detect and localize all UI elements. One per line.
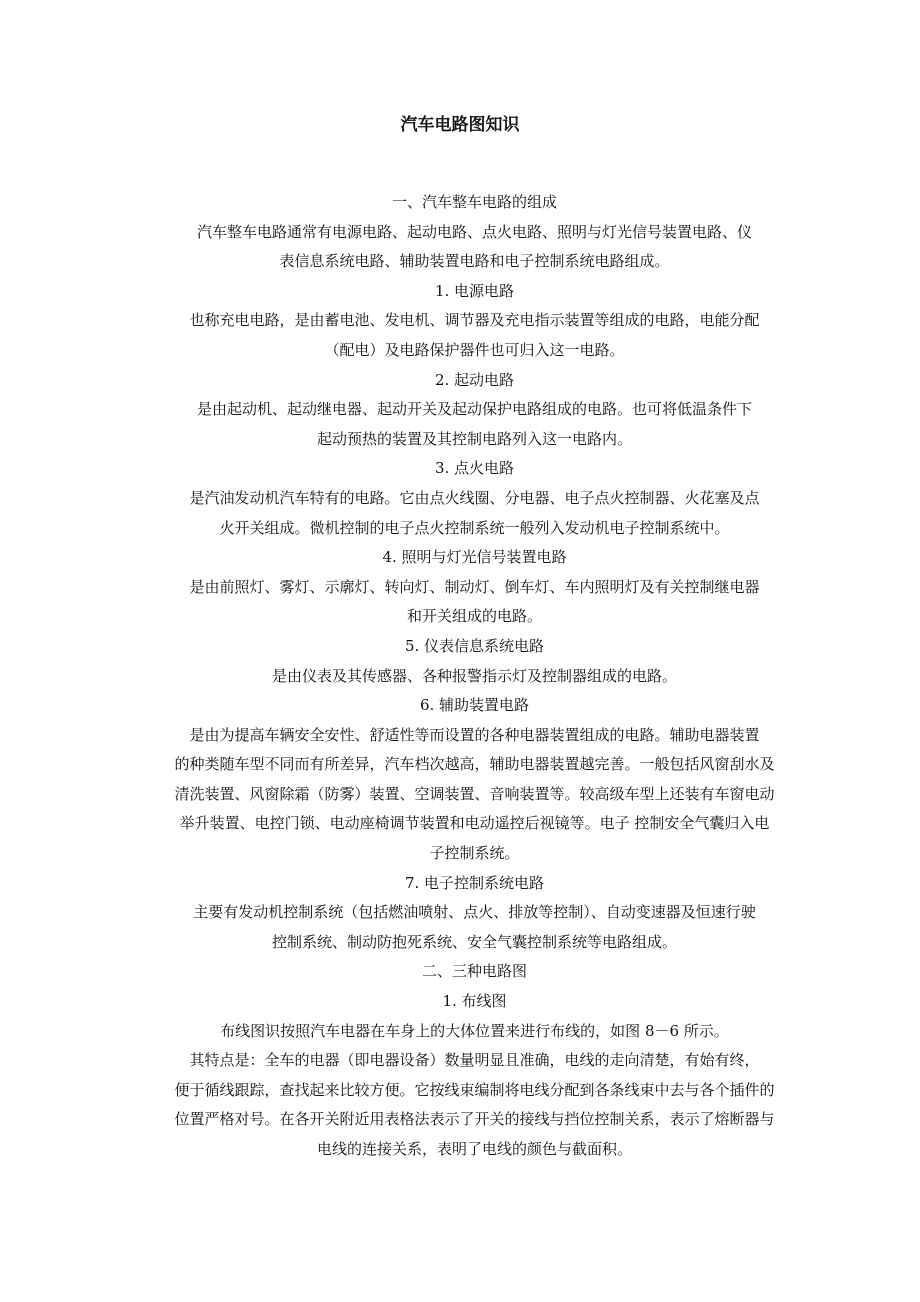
paragraph-line: 是由前照灯、雾灯、示廓灯、转向灯、制动灯、倒车灯、车内照明灯及有关控制继电器 [189, 577, 760, 596]
section-heading: 二、三种电路图 [421, 962, 527, 981]
document-body [166, 188, 783, 1165]
subsection-heading: 3. 点火电路 [434, 459, 515, 478]
paragraph-line: 便于循线跟踪，查找起来比较方便。它按线束编制将电线分配到各条线束中去与各个插件的 [174, 1080, 775, 1099]
paragraph-line: 的种类随车型不同而有所差异，汽车档次越高，辅助电器装置越完善。一般包括风窗刮水及 [174, 755, 775, 774]
subsection-heading: 7. 电子控制系统电路 [404, 873, 545, 892]
paragraph-line: 子控制系统。 [429, 844, 520, 863]
paragraph-line: 是汽油发动机汽车特有的电路。它由点火线圈、分电器、电子点火控制器、火花塞及点 [189, 488, 760, 507]
paragraph-line: 举升装置、电控门锁、电动座椅调节装置和电动遥控后视镜等。电子 控制安全气囊归入电 [179, 814, 770, 833]
paragraph-line: 和开关组成的电路。 [406, 607, 542, 626]
paragraph-line: 电线的连接关系，表明了电线的颜色与截面积。 [316, 1140, 632, 1158]
subsection-heading: 1. 布线图 [442, 992, 507, 1011]
paragraph-line: 也称充电电路，是由蓄电池、发电机、调节器及充电指示装置等组成的电路，电能分配 [189, 311, 760, 330]
paragraph-line: 火开关组成。微机控制的电子点火控制系统一般列入发动机电子控制系统中。 [219, 518, 730, 537]
paragraph-line: 布线图识按照汽车电器在车身上的大体位置来进行布线的，如图 8－6 所示。 [220, 1021, 729, 1040]
section-heading: 一、汽车整车电路的组成 [391, 193, 557, 211]
document-title: 汽车电路图知识 [400, 115, 520, 135]
paragraph-line: 是由为提高车辆安全安性、舒适性等而设置的各种电器装置组成的电路。辅助电器装置 [189, 725, 760, 744]
paragraph-line: 汽车整车电路通常有电源电路、起动电路、点火电路、照明与灯光信号装置电路、仪 [196, 222, 752, 241]
paragraph-line: 是由仪表及其传感器、各种报警指示灯及控制器组成的电路。 [271, 666, 677, 685]
subsection-heading: 4. 照明与灯光信号装置电路 [382, 548, 567, 567]
paragraph-line: 其特点是：全车的电器（即电器设备）数量明显且准确，电线的走向清楚，有始有终， [189, 1051, 760, 1070]
paragraph-line: 表信息系统电路、辅助装置电路和电子控制系统电路组成。 [279, 252, 670, 271]
paragraph-line: 起动预热的装置及其控制电路列入这一电路内。 [316, 429, 632, 448]
paragraph-line: 清洗装置、风窗除霜（防雾）装置、空调装置、音响装置等。较高级车型上还装有车窗电动 [174, 784, 775, 803]
paragraph-line: 是由起动机、起动继电器、起动开关及起动保护电路组成的电路。也可将低温条件下 [196, 400, 752, 419]
subsection-heading: 5. 仪表信息系统电路 [404, 636, 545, 655]
paragraph-line: 控制系统、制动防抱死系统、安全气囊控制系统等电路组成。 [271, 932, 677, 951]
subsection-heading: 1. 电源电路 [434, 281, 515, 300]
paragraph-line: 主要有发动机控制系统（包括燃油喷射、点火、排放等控制）、自动变速器及恒速行驶 [193, 903, 756, 922]
paragraph-line: （配电）及电路保护器件也可归入这一电路。 [324, 340, 625, 359]
subsection-heading: 2. 起动电路 [434, 370, 515, 389]
subsection-heading: 6. 辅助装置电路 [419, 696, 530, 715]
paragraph-line: 位置严格对号。在各开关附近用表格法表示了开关的接线与挡位控制关系，表示了熔断器与 [174, 1110, 775, 1129]
